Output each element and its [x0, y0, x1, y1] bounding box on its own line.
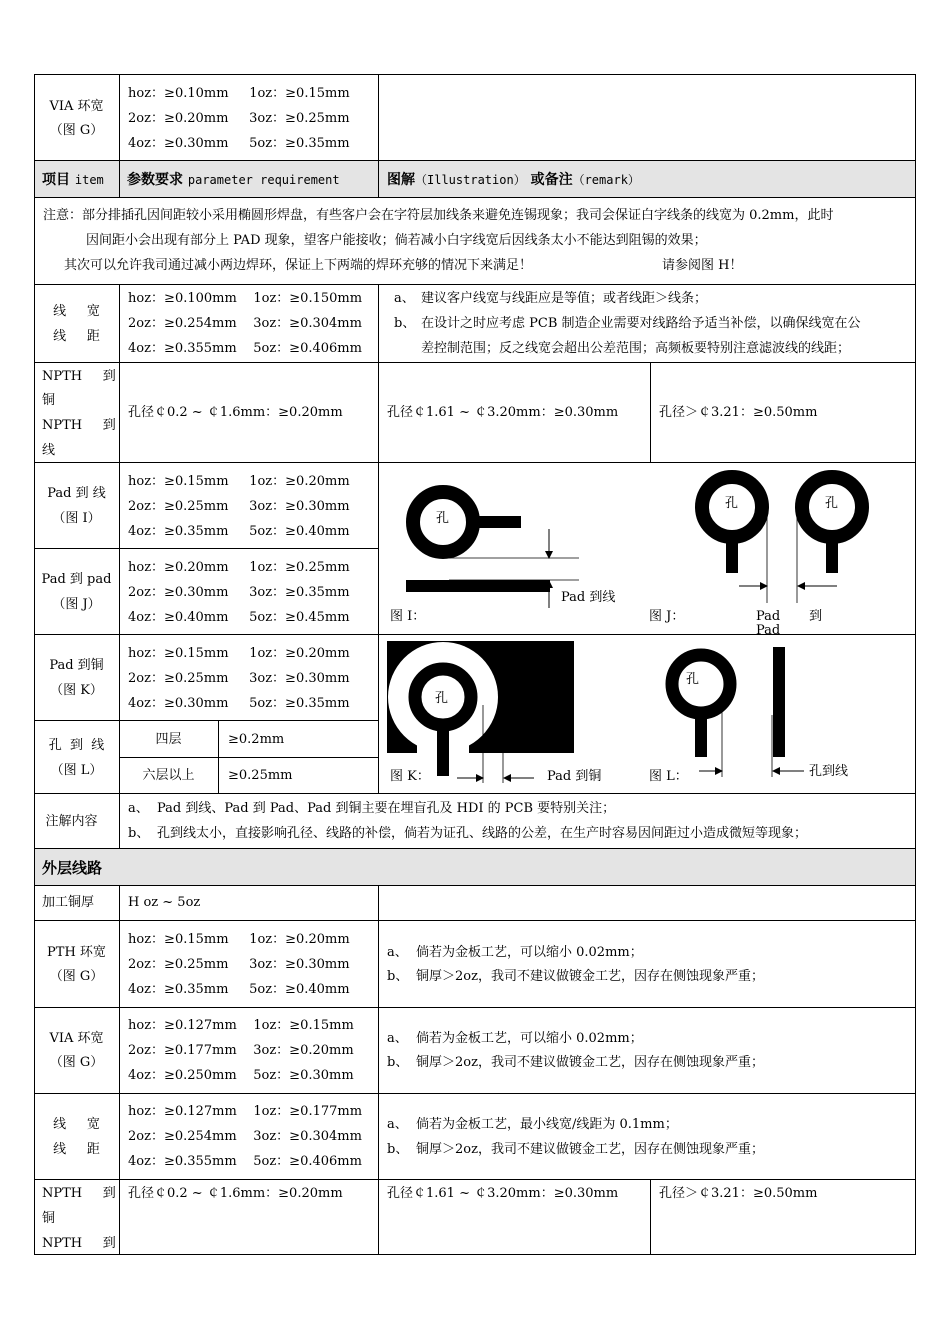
npth-outer-label-2: 铜 [42, 1211, 56, 1226]
hole-line-label: 孔 到 线 [48, 738, 105, 753]
rule [34, 1093, 916, 1094]
rule [34, 720, 378, 721]
line-spec-1: hoz：≥0.100mm 1oz：≥0.150mm [128, 291, 363, 306]
note-line-2: 因间距小会出现有部分上 PAD 现象，望客户能接收；倘若减小白字线宽后因线条太小不能达到阻锡的效果； [86, 233, 707, 248]
pad-line-spec-3: 4oz：≥0.35mm 5oz：≥0.40mm [128, 524, 350, 539]
pad-trace-k [437, 731, 449, 776]
outer-line-spec-2: 2oz：≥0.254mm 3oz：≥0.304mm [128, 1129, 362, 1144]
pad-line-spec-2: 2oz：≥0.25mm 3oz：≥0.30mm [128, 499, 350, 514]
npth-c2: 孔径￠1.61 ~ ￠3.20mm：≥0.30mm [387, 405, 619, 420]
figure-k-l [379, 635, 915, 793]
pad-copper-label: Pad 到铜 [49, 658, 104, 673]
hole-label-j-1: 孔 [725, 496, 739, 511]
rule [378, 885, 379, 1255]
outer-line-spec-3: 4oz：≥0.355mm 5oz：≥0.406mm [128, 1154, 362, 1169]
pad-trace-l [695, 719, 707, 757]
border-right [915, 74, 916, 1255]
npth-label-1: NPTH 到 [42, 369, 116, 384]
line-remark-b: 在设计之时应考虑 PCB 制造企业需要对线路给予适当补偿，以确保线宽在公 [421, 316, 861, 331]
via-outer-remark-a: 倘若为金板工艺，可以缩小 0.02mm； [416, 1031, 643, 1046]
via-spec-2: 2oz：≥0.20mm 3oz：≥0.25mm [128, 111, 350, 126]
annotation-b: 孔到线太小，直接影响孔径、线路的补偿，倘若为证孔、线路的公差，在生产时容易因间距过小造成微短等现象； [157, 826, 808, 841]
note-line-3: 其次可以允许我司通过减小两边焊环，保证上下两端的焊环充够的情况下来满足！ [64, 258, 533, 273]
rule [34, 548, 378, 549]
outer-line-width-label: 线 宽 [53, 1117, 100, 1132]
hole-line-6layer-value: ≥0.25mm [228, 768, 293, 783]
rule [34, 160, 916, 161]
line-space-label: 线 距 [53, 329, 100, 344]
via-spec-3: 4oz：≥0.30mm 5oz：≥0.35mm [128, 136, 350, 151]
copper-thickness-label: 加工铜厚 [42, 895, 95, 910]
section-shade [34, 849, 916, 885]
line-remark-b2: 差控制范围；反之线宽会超出公差范围；高频板要特别注意滤波线的线距； [421, 341, 851, 356]
rule [119, 793, 120, 849]
fig-k-caption: 图 K： [390, 769, 430, 784]
pad-copper-spec-3: 4oz：≥0.30mm 5oz：≥0.35mm [128, 696, 350, 711]
rule [34, 362, 916, 363]
header-item: 项目 item [42, 172, 104, 188]
npth-outer-c1: 孔径￠0.2 ~ ￠1.6mm：≥0.20mm [128, 1186, 343, 1201]
pth-spec-3: 4oz：≥0.35mm 5oz：≥0.40mm [128, 982, 350, 997]
via-outer-spec-3: 4oz：≥0.250mm 5oz：≥0.30mm [128, 1068, 354, 1083]
pth-remark-a-idx: a、 [387, 945, 408, 960]
hole-line-6layer: 六层以上 [142, 768, 195, 783]
via-spec-1: hoz：≥0.10mm 1oz：≥0.15mm [128, 86, 350, 101]
rule [34, 793, 916, 794]
pad-line-fig: （图 I） [52, 511, 101, 526]
header-illustration: 图解（Illustration） 或备注（remark） [387, 172, 640, 188]
rule [119, 74, 120, 198]
outer-line-remark-a-idx: a、 [387, 1117, 408, 1132]
pad-line-spec-1: hoz：≥0.15mm 1oz：≥0.20mm [128, 474, 350, 489]
pth-remark-b: 铜厚＞2oz，我司不建议做镀金工艺，因存在侧蚀现象严重； [416, 969, 764, 984]
via-label: VIA 环宽 [49, 99, 104, 114]
rule [34, 885, 916, 886]
hole-label-i: 孔 [436, 511, 450, 526]
via-outer-remark-b: 铜厚＞2oz，我司不建议做镀金工艺，因存在侧蚀现象严重； [416, 1055, 764, 1070]
hole-label-k: 孔 [435, 691, 449, 706]
rule [218, 720, 219, 794]
pad-trace-j-2 [826, 543, 838, 573]
hole-to-line-label: 孔到线 [809, 764, 849, 779]
annotation-label: 注解内容 [45, 814, 98, 829]
line-width-label: 线 宽 [53, 304, 100, 319]
annotation-a-idx: a、 [128, 801, 149, 816]
copper-line-i [406, 580, 550, 592]
pad-trace-i [473, 516, 521, 528]
outer-line-remark-b-idx: b、 [387, 1142, 409, 1157]
npth-outer-c3: 孔径＞￠3.21：≥0.50mm [659, 1186, 818, 1201]
pth-spec-1: hoz：≥0.15mm 1oz：≥0.20mm [128, 932, 350, 947]
rule [119, 757, 378, 758]
pth-fig: （图 G） [49, 969, 104, 984]
copper-thickness-value: H oz ~ 5oz [128, 895, 201, 910]
line-spec-3: 4oz：≥0.355mm 5oz：≥0.406mm [128, 341, 362, 356]
pad-to-pad-label-2: Pad [756, 623, 781, 634]
pad-to-pad-label-1: Pad 到 [756, 609, 823, 624]
rule [34, 197, 916, 198]
outer-line-spec-1: hoz：≥0.127mm 1oz：≥0.177mm [128, 1104, 363, 1119]
outer-section-title: 外层线路 [42, 859, 103, 877]
rule [650, 362, 651, 463]
pad-line-label: Pad 到 线 [47, 486, 106, 501]
hole-label-j-2: 孔 [825, 496, 839, 511]
pth-remark-b-idx: b、 [387, 969, 409, 984]
outer-line-space-label: 线 距 [53, 1142, 100, 1157]
rule [34, 848, 916, 849]
pad-pad-label: Pad 到 pad [41, 572, 112, 587]
npth-outer-label-3: NPTH 到 [42, 1236, 116, 1251]
npth-label-3: NPTH 到 [42, 418, 116, 433]
via-outer-remark-b-idx: b、 [387, 1055, 409, 1070]
pad-pad-fig: （图 J） [52, 597, 101, 612]
pth-spec-2: 2oz：≥0.25mm 3oz：≥0.30mm [128, 957, 350, 972]
pad-ring-l [672, 655, 730, 713]
via-outer-label: VIA 环宽 [49, 1031, 104, 1046]
note-line-1: 注意：部分排插孔因间距较小采用椭圆形焊盘，有些客户会在字符层加线条来避免连锡现象；我司会保证白字线条的线宽为 0.2mm，此时 [43, 208, 834, 223]
rule [119, 885, 120, 1255]
fig-l-caption: 图 L： [649, 769, 688, 784]
hole-label-l: 孔 [686, 672, 700, 687]
pad-pad-spec-2: 2oz：≥0.30mm 3oz：≥0.35mm [128, 585, 350, 600]
hole-line-4layer: 四层 [155, 732, 182, 747]
line-remark-b-idx: b、 [394, 316, 416, 331]
via-outer-fig: （图 G） [49, 1055, 104, 1070]
hole-line-fig: （图 L） [50, 763, 103, 778]
npth-label-2: 铜 [42, 393, 56, 408]
pth-remark-a: 倘若为金板工艺，可以缩小 0.02mm； [416, 945, 643, 960]
rule [34, 1007, 916, 1008]
annotation-b-idx: b、 [128, 826, 150, 841]
pad-to-copper-label: Pad 到铜 [547, 769, 602, 784]
fig-i-caption: 图 I： [390, 609, 426, 624]
pad-pad-spec-3: 4oz：≥0.40mm 5oz：≥0.45mm [128, 610, 350, 625]
pad-pad-spec-1: hoz：≥0.20mm 1oz：≥0.25mm [128, 560, 350, 575]
rule [34, 920, 916, 921]
rule [650, 1179, 651, 1255]
rule [34, 1254, 916, 1255]
fig-j-caption: 图 J： [649, 609, 685, 624]
hole-line-4layer-value: ≥0.2mm [228, 732, 285, 747]
pad-trace-j-1 [726, 543, 738, 573]
rule [34, 74, 916, 75]
line-spec-2: 2oz：≥0.254mm 3oz：≥0.304mm [128, 316, 362, 331]
pad-copper-spec-2: 2oz：≥0.25mm 3oz：≥0.30mm [128, 671, 350, 686]
copper-line-l [773, 647, 785, 757]
pth-label: PTH 环宽 [47, 945, 106, 960]
outer-line-remark-b: 铜厚＞2oz，我司不建议做镀金工艺，因存在侧蚀现象严重； [416, 1142, 764, 1157]
via-outer-spec-1: hoz：≥0.127mm 1oz：≥0.15mm [128, 1018, 354, 1033]
rule [378, 74, 379, 198]
line-remark-a-idx: a、 [394, 291, 415, 306]
header-param: 参数要求 parameter requirement [127, 172, 340, 188]
rule [119, 284, 120, 794]
rule [34, 1179, 916, 1180]
annotation-a: Pad 到线、Pad 到 Pad、Pad 到铜主要在埋盲孔及 HDI 的 PCB 要特别关注； [157, 801, 616, 816]
pad-copper-spec-1: hoz：≥0.15mm 1oz：≥0.20mm [128, 646, 350, 661]
pad-to-line-label: Pad 到线 [561, 590, 616, 605]
npth-c1: 孔径￠0.2 ~ ￠1.6mm：≥0.20mm [128, 405, 343, 420]
via-fig: （图 G） [49, 123, 104, 138]
line-remark-a: 建议客户线宽与线距应是等值；或者线距＞线条； [421, 291, 708, 306]
npth-outer-c2: 孔径￠1.61 ~ ￠3.20mm：≥0.30mm [387, 1186, 619, 1201]
pad-copper-fig: （图 K） [50, 683, 103, 698]
via-outer-remark-a-idx: a、 [387, 1031, 408, 1046]
npth-label-4: 线 [42, 443, 56, 458]
note-line-3b: 请参阅图 H！ [662, 258, 743, 273]
via-outer-spec-2: 2oz：≥0.177mm 3oz：≥0.20mm [128, 1043, 354, 1058]
npth-outer-label-1: NPTH 到 [42, 1186, 116, 1201]
figure-i-j [379, 463, 915, 634]
rule [34, 284, 916, 285]
npth-c3: 孔径＞￠3.21：≥0.50mm [659, 405, 818, 420]
outer-line-remark-a: 倘若为金板工艺，最小线宽/线距为 0.1mm； [416, 1117, 678, 1132]
